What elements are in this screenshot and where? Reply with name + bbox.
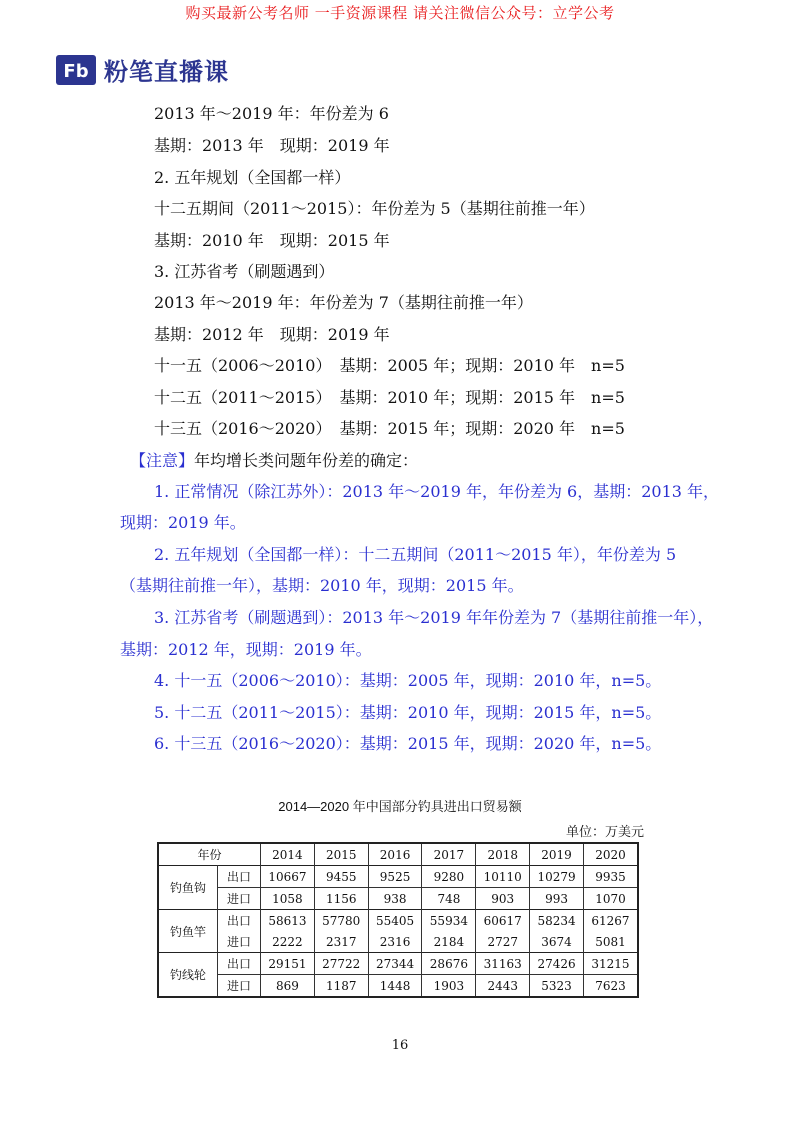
value-cell: 60617 [476,910,530,932]
value-cell: 61267 [583,910,638,932]
value-cell: 10110 [476,866,530,888]
note-line: 2. 五年规划（全国都一样）：十二五期间（2011～2015 年），年份差为 5 [154,545,677,564]
value-cell: 28676 [422,953,476,975]
body-line: 2. 五年规划（全国都一样） [154,168,351,187]
value-cell: 2184 [422,931,476,953]
table-row [158,953,638,975]
value-cell: 2222 [261,931,315,953]
value-cell: 27722 [314,953,368,975]
value-cell: 993 [530,888,584,910]
body-line: 基期：2012 年 现期：2019 年 [154,325,390,344]
value-cell: 55934 [422,910,476,932]
year-cell: 2016 [368,843,422,866]
value-cell: 9935 [583,866,638,888]
value-cell: 3674 [530,931,584,953]
value-cell: 27344 [368,953,422,975]
note-line: （基期往前推一年），基期：2010 年，现期：2015 年。 [120,576,524,595]
value-cell: 2727 [476,931,530,953]
item-cell: 钓鱼竿 [158,910,218,953]
note-line: 基期：2012 年，现期：2019 年。 [120,640,372,659]
year-cell: 2014 [261,843,315,866]
value-cell: 938 [368,888,422,910]
value-cell: 5081 [583,931,638,953]
type-cell: 进口 [218,888,261,910]
item-cell: 钓线轮 [158,953,218,998]
type-cell: 出口 [218,910,261,932]
value-cell: 29151 [261,953,315,975]
note-tag: 【注意】 [130,451,195,470]
note-line: 3. 江苏省考（刷题遇到）：2013 年～2019 年年份差为 7（基期往前推一年）， [154,608,714,627]
value-cell: 869 [261,975,315,998]
year-cell: 2019 [530,843,584,866]
value-cell: 58234 [530,910,584,932]
table-row [158,931,638,953]
note-heading [130,451,418,471]
value-cell: 55405 [368,910,422,932]
value-cell: 1058 [261,888,315,910]
note-line: 5. 十二五（2011～2015）：基期：2010 年，现期：2015 年，n=5。 [154,703,662,722]
value-cell: 9280 [422,866,476,888]
value-cell: 58613 [261,910,315,932]
value-cell: 10667 [261,866,315,888]
note-line: 现期：2019 年。 [120,513,246,532]
value-cell: 27426 [530,953,584,975]
body-line: 2013 年～2019 年：年份差为 7（基期往前推一年） [154,293,533,312]
trade-table [157,842,639,998]
year-cell: 2015 [314,843,368,866]
type-cell: 进口 [218,975,261,998]
body-line: 基期：2010 年 现期：2015 年 [154,231,390,250]
value-cell: 2443 [476,975,530,998]
year-cell: 2020 [583,843,638,866]
value-cell: 2317 [314,931,368,953]
value-cell: 1187 [314,975,368,998]
note-line: 4. 十一五（2006～2010）：基期：2005 年，现期：2010 年，n=5。 [154,671,662,690]
value-cell: 10279 [530,866,584,888]
value-cell: 2316 [368,931,422,953]
brand-logo [56,52,229,87]
table-title: 2014—2020 年中国部分钓具进出口贸易额 [278,799,522,814]
value-cell: 903 [476,888,530,910]
value-cell: 1903 [422,975,476,998]
value-cell: 1448 [368,975,422,998]
value-cell: 5323 [530,975,584,998]
fb-logo-icon [56,55,96,85]
value-cell: 9455 [314,866,368,888]
note-line: 6. 十三五（2016～2020）：基期：2015 年，现期：2020 年，n=5。 [154,734,662,753]
note-line: 1. 正常情况（除江苏外）：2013 年～2019 年，年份差为 6，基期：2013 年， [154,482,720,501]
body-line: 3. 江苏省考（刷题遇到） [154,262,335,281]
table-unit: 单位：万美元 [566,825,645,840]
table-row [158,910,638,932]
type-cell: 出口 [218,866,261,888]
svg-text:Fb: Fb [63,60,89,82]
note-heading-text: 年均增长类问题年份差的确定： [194,451,419,470]
body-line: 基期：2013 年 现期：2019 年 [154,136,390,155]
item-cell: 钓鱼钩 [158,866,218,910]
table-row [158,866,638,888]
value-cell: 748 [422,888,476,910]
value-cell: 9525 [368,866,422,888]
promo-banner: 购买最新公考名师 一手资源课程 请关注微信公众号：立学公考 [185,4,615,22]
type-cell: 进口 [218,931,261,953]
type-cell: 出口 [218,953,261,975]
value-cell: 1070 [583,888,638,910]
year-cell: 2018 [476,843,530,866]
value-cell: 7623 [583,975,638,998]
body-line: 十三五（2016～2020） 基期：2015 年；现期：2020 年 n=5 [154,419,625,438]
table-row [158,888,638,910]
value-cell: 31163 [476,953,530,975]
brand-name: 粉笔直播课 [104,58,229,86]
year-cell: 2017 [422,843,476,866]
value-cell: 1156 [314,888,368,910]
value-cell: 31215 [583,953,638,975]
body-line: 十二五（2011～2015） 基期：2010 年；现期：2015 年 n=5 [154,388,625,407]
year-header-cell: 年份 [158,843,261,866]
table-row [158,975,638,998]
body-line: 十一五（2006～2010） 基期：2005 年；现期：2010 年 n=5 [154,356,625,375]
value-cell: 57780 [314,910,368,932]
body-line: 2013 年～2019 年：年份差为 6 [154,104,389,123]
body-line: 十二五期间（2011～2015）：年份差为 5（基期往前推一年） [154,199,595,218]
page-number: 16 [391,1038,409,1053]
